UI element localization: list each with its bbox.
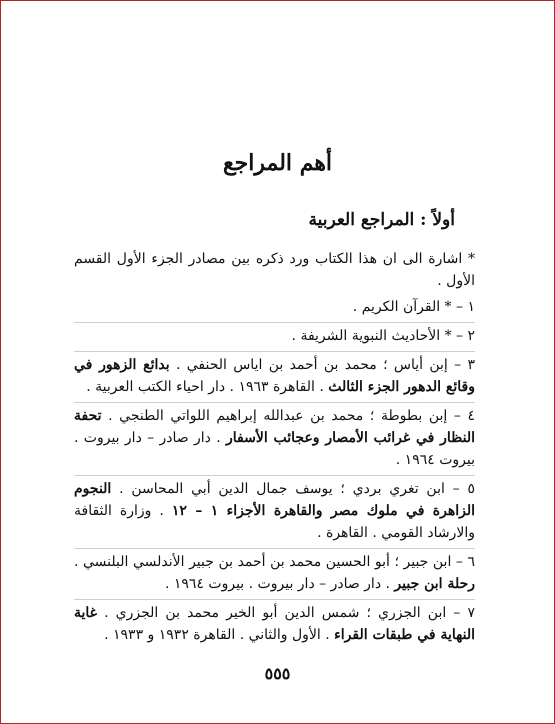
book-title: رحلة ابن جبير [394, 576, 475, 592]
book-title: غاية النهاية في طبقات القراء [74, 605, 475, 643]
reference-item: ٥ – ابن تغري بردي ؛ يوسف جمال الدين أبي المحاسن . النجوم الزاهرة في ملوك مصر والقاهرة الأجزاء ١ – ١٢ . وزارة الثقافة والارشاد القومي . القاهرة . [74, 478, 475, 549]
reference-list [74, 296, 475, 652]
reference-item: ١ – * القرآن الكريم . [74, 296, 475, 323]
document-page [20, 0, 535, 724]
book-title: بدائع الزهور في وقائع الدهور الجزء الثالث [74, 357, 475, 395]
book-title: النجوم الزاهرة في ملوك مصر والقاهرة الأجزاء ١ – ١٢ [74, 481, 476, 519]
intro-note: * اشارة الى ان هذا الكتاب ورد ذكره بين مصادر الجزء الأول القسم الأول . [74, 251, 475, 289]
page-title: أهم المراجع [222, 150, 333, 176]
reference-item: ٣ – إبن أياس ؛ محمد بن أحمد بن اياس الحنفي . بدائع الزهور في وقائع الدهور الجزء الثالث . القاهرة ١٩٦٣ . دار احياء الكتب العربية . [74, 354, 475, 403]
reference-item: ٦ – ابن جبير ؛ أبو الحسين محمد بن أحمد بن جبير الأندلسي البلنسي . رحلة ابن جبير . دار صادر – دار بيروت . بيروت ١٩٦٤ . [74, 551, 475, 600]
page-number: ٥٥٥ [264, 664, 291, 683]
book-title: تحفة النظار في غرائب الأمصار وعجائب الأسفار [74, 408, 475, 446]
reference-item: ٤ – إبن بطوطة ؛ محمد بن عبدالله إبراهيم اللواتي الطنجي . تحفة النظار في غرائب الأمصار وعجائب الأسفار . دار صادر – دار بيروت . بيروت ١٩٦٤ . [74, 405, 475, 476]
reference-item: ٢ – * الأحاديث النبوية الشريفة . [74, 325, 475, 352]
section-title: أولاً : المراجع العربية [308, 210, 455, 230]
reference-item: ٧ – ابن الجزري ؛ شمس الدين أبو الخير محمد بن الجزري . غاية النهاية في طبقات القراء . الأول والثاني . القاهرة ١٩٣٢ و ١٩٣٣ . [74, 605, 475, 643]
